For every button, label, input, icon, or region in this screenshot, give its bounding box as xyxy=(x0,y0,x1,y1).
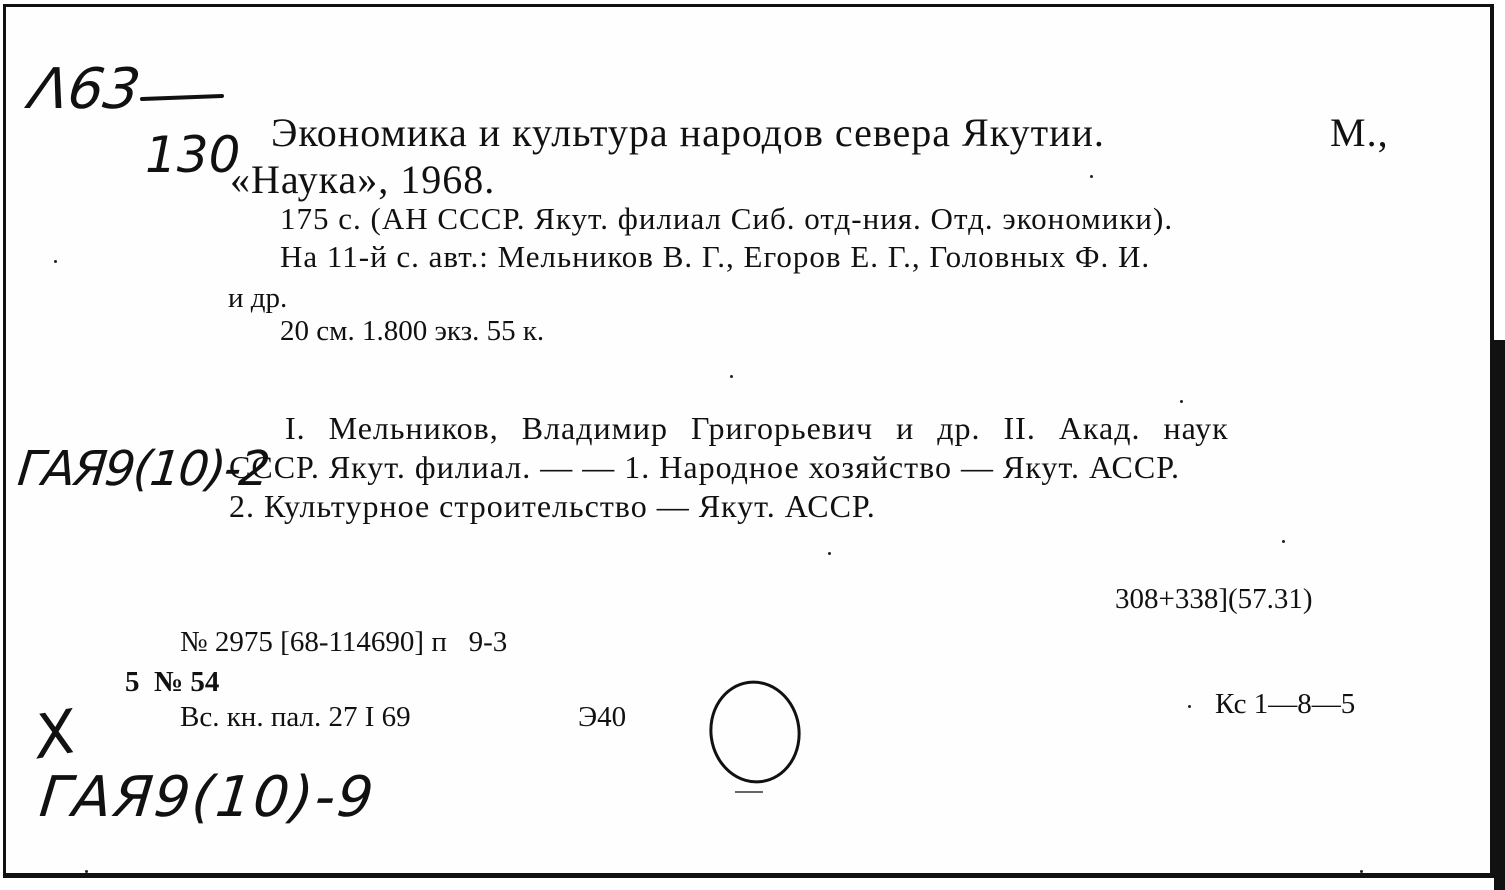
scan-speck xyxy=(1180,400,1183,403)
handwritten-cross-mark: X xyxy=(29,696,82,774)
scan-speck xyxy=(1282,540,1285,543)
entry-size-price: 20 см. 1.800 экз. 55 к. xyxy=(280,315,545,347)
kc-code: Кс 1—8—5 xyxy=(1215,688,1356,720)
handwritten-underline xyxy=(140,92,225,104)
card-number: № 2975 [68-114690] п 9-3 xyxy=(180,626,508,658)
tracings-line-2: СССР. Якут. филиал. — — 1. Народное хозяйство — Якут. АССР. xyxy=(229,449,1180,485)
e-code: Э40 xyxy=(578,701,627,733)
entry-place: М., xyxy=(1330,110,1389,155)
series-mark: 5 № 54 xyxy=(125,666,220,698)
entry-title: Экономика и культура народов севера Якутии. xyxy=(271,110,1105,155)
scan-speck xyxy=(85,870,88,873)
handwritten-shelf-number: 130 xyxy=(145,126,241,184)
scan-speck xyxy=(828,552,831,555)
scan-speck xyxy=(1188,705,1191,708)
scan-speck xyxy=(54,260,57,263)
handwritten-shelf-top: Λ63 xyxy=(25,57,145,122)
class-number: 308+338](57.31) xyxy=(1115,583,1313,615)
handwritten-class-mark-2: ГАЯ9(10)-9 xyxy=(36,765,379,830)
entry-authors: На 11-й с. авт.: Мельников В. Г., Егоров Е. Г., Головных Ф. И. xyxy=(280,239,1151,274)
entry-publisher: «Наука», 1968. xyxy=(230,157,496,202)
entry-authors-cont: и др. xyxy=(228,282,288,314)
scan-speck xyxy=(1090,175,1093,178)
scan-speck xyxy=(1360,870,1363,873)
scan-speck xyxy=(730,375,733,378)
tracings-line-1: I. Мельников, Владимир Григорьевич и др. II. Акад. наук xyxy=(285,410,1229,446)
book-chamber-date: Вс. кн. пал. 27 I 69 xyxy=(180,701,411,733)
tracings-line-3: 2. Культурное строительство — Якут. АССР. xyxy=(229,488,876,524)
handwritten-class-mark-1: ГАЯ9(10)-2 xyxy=(15,441,271,497)
entry-collation: 175 с. (АН СССР. Якут. филиал Сиб. отд-ния. Отд. экономики). xyxy=(280,201,1174,236)
stamp-circle xyxy=(705,680,805,795)
card-edge-shadow xyxy=(1494,340,1505,890)
